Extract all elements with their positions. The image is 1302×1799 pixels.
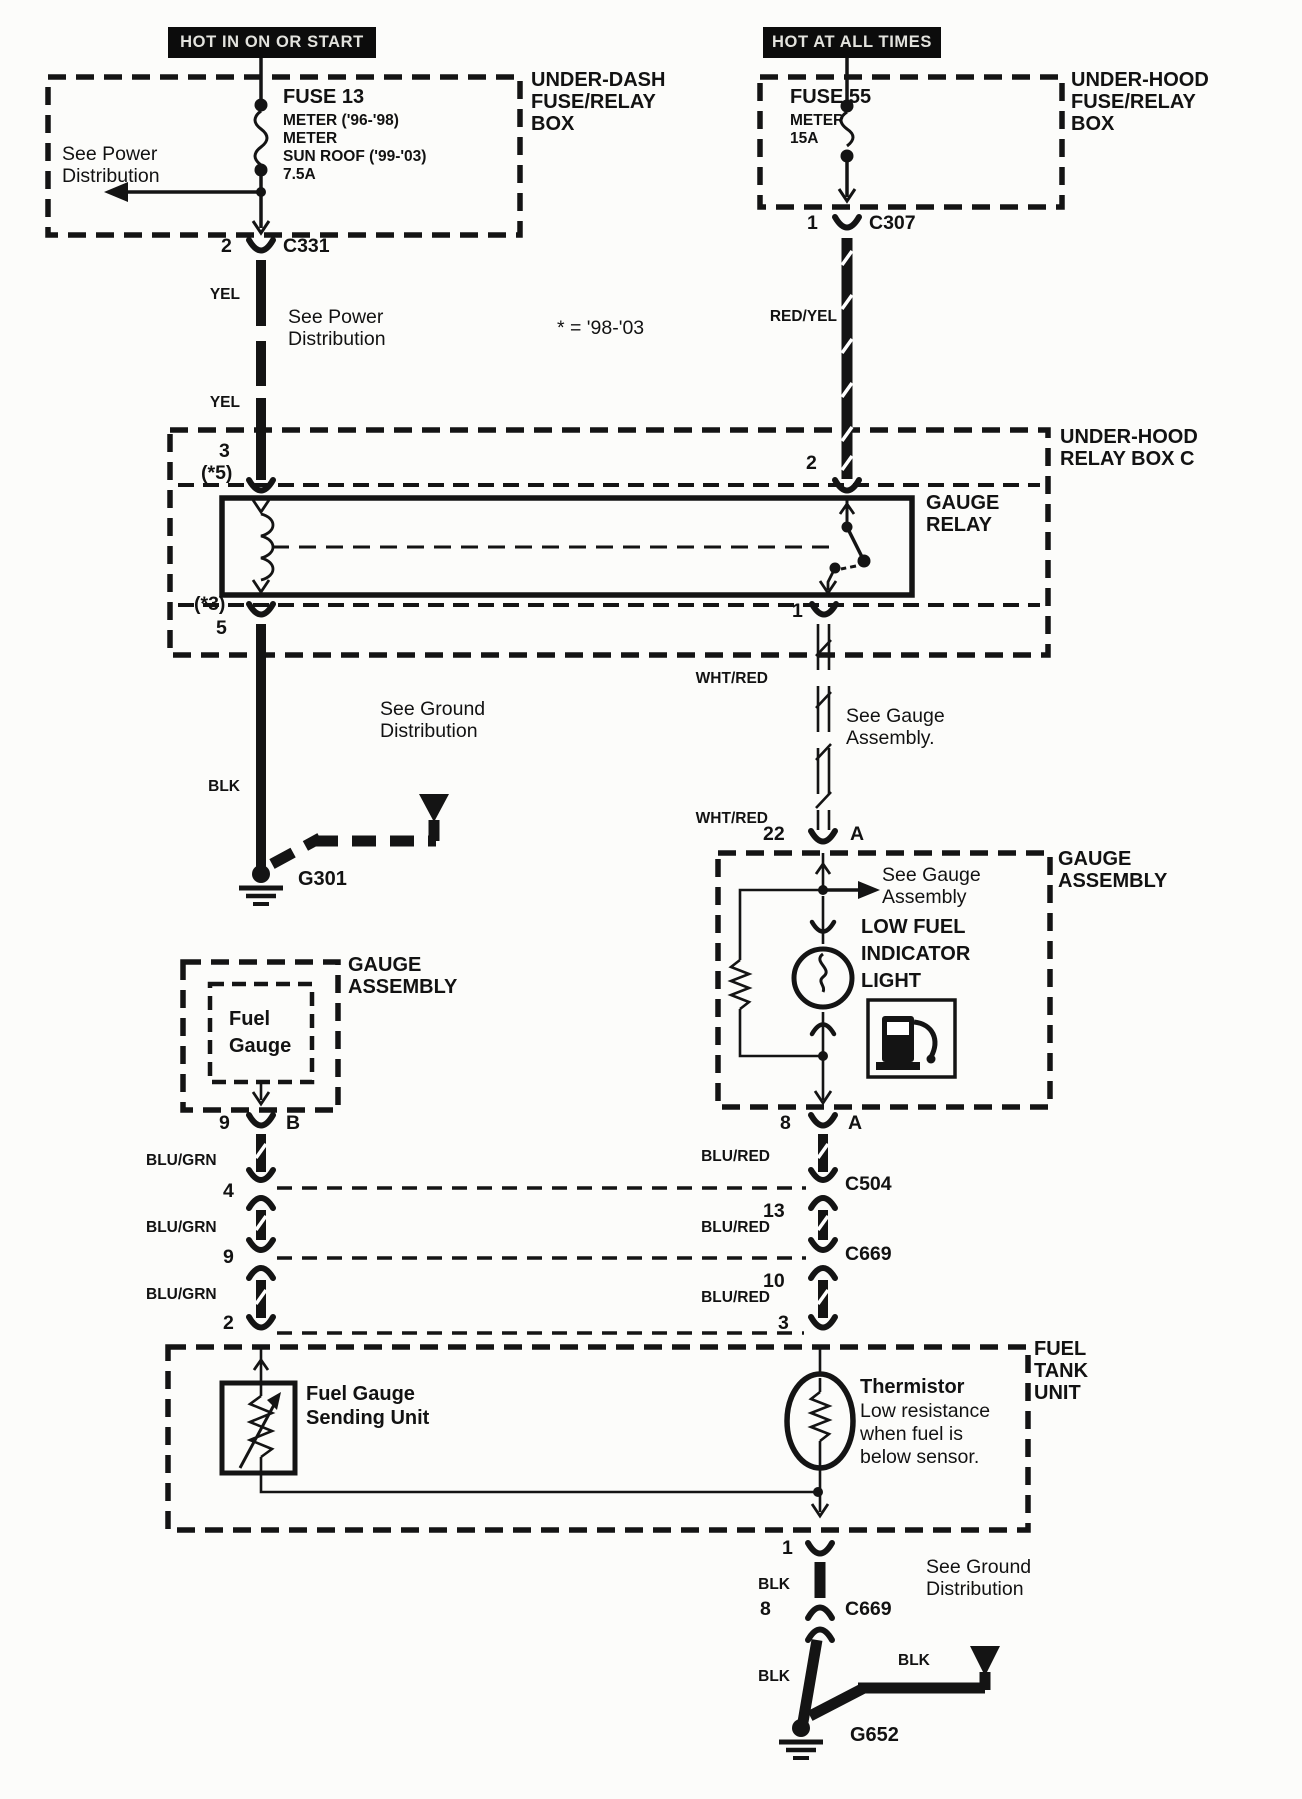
fuel-gauge-conn-pin: 9	[219, 1112, 230, 1134]
tank-pin-1: 1	[782, 1537, 793, 1559]
c307-pin: 1	[807, 212, 818, 234]
fuse55-name: FUSE 55	[790, 86, 872, 108]
ground-g301-label: G301	[298, 868, 347, 890]
blk-label-1: BLK	[758, 1576, 790, 1593]
c307-name: C307	[869, 212, 916, 234]
relay-pin-5: 5	[216, 617, 227, 639]
c669b-name: C669	[845, 1598, 892, 1620]
see-gauge-assembly-note-1: See Gauge Assembly.	[846, 705, 945, 749]
ground-g652-symbol	[779, 1719, 823, 1758]
wht-red-wire-label-1: WHT/RED	[695, 670, 768, 687]
thermistor-symbol	[787, 1347, 853, 1516]
fuse13-details: METER ('96-'98) METER SUN ROOF ('99-'03) 7.5A	[283, 112, 427, 183]
gauge-assembly-in-name: A	[850, 823, 865, 845]
wht-red-wire-label-2: WHT/RED	[695, 810, 768, 827]
wht-red-wire	[811, 604, 836, 842]
red-yel-wire	[842, 238, 852, 479]
c669-name: C669	[845, 1243, 892, 1265]
left-chain-pin-2: 2	[223, 1312, 234, 1334]
banner-hot-at-all-times: HOT AT ALL TIMES	[763, 27, 941, 58]
see-gauge-assembly-note-2: See Gauge Assembly	[882, 864, 981, 908]
thermistor-description: Low resistance when fuel is below sensor.	[860, 1400, 991, 1468]
blu-grn-label-1: BLU/GRN	[146, 1152, 217, 1169]
fuel-gauge-conn-name: B	[286, 1112, 301, 1134]
connector-c331-symbol	[249, 240, 273, 251]
c331-pin: 2	[221, 235, 232, 257]
low-fuel-indicator-light-label: LOW FUEL INDICATOR LIGHT	[861, 916, 971, 992]
relay-pin-3: 3	[219, 440, 230, 462]
gauge-relay-symbol	[222, 480, 912, 595]
sending-unit-label: Fuel Gauge Sending Unit	[306, 1383, 430, 1429]
left-chain-pin-4: 4	[223, 1180, 234, 1202]
relay-pin-2: 2	[806, 452, 817, 474]
ground-g652-label: G652	[850, 1724, 899, 1746]
ground-distribution-offpage-left	[272, 794, 449, 864]
gauge-assembly-left-label: GAUGE ASSEMBLY	[348, 954, 458, 998]
see-power-distribution-note-1: See Power Distribution	[62, 143, 160, 187]
yel-wire-label-2: YEL	[209, 394, 240, 411]
blu-red-label-1: BLU/RED	[701, 1148, 770, 1165]
c669b-pin: 8	[760, 1598, 771, 1620]
gauge-assembly-right-label: GAUGE ASSEMBLY	[1058, 848, 1168, 892]
blk-wire-label: BLK	[208, 778, 240, 795]
fuel-pump-icon	[868, 1000, 955, 1077]
blu-grn-wire-chain	[249, 1115, 273, 1328]
gauge-assembly-in-pin: 22	[763, 823, 785, 845]
gauge-relay-label: GAUGE RELAY	[926, 492, 1000, 536]
thermistor-title: Thermistor	[860, 1376, 965, 1398]
banner-hot-in-on-or-start: HOT IN ON OR START	[168, 27, 376, 58]
see-ground-distribution-note-2: See Ground Distribution	[926, 1556, 1032, 1600]
low-fuel-indicator-circuit	[731, 853, 880, 1103]
star-year-note: * = '98-'03	[557, 317, 645, 339]
left-chain-pin-9: 9	[223, 1246, 234, 1268]
c504-pin: 13	[763, 1200, 785, 1222]
gauge-assembly-out-name: A	[848, 1112, 863, 1134]
c331-name: C331	[283, 235, 330, 257]
connector-c307-symbol	[835, 217, 859, 228]
red-yel-wire-label: RED/YEL	[769, 308, 837, 325]
blk-wire-g301	[249, 604, 273, 868]
relay-pin-3-alt: (*5)	[201, 462, 233, 484]
connector-tie-lines	[277, 1188, 806, 1333]
see-ground-distribution-note-1: See Ground Distribution	[380, 698, 486, 742]
right-chain-pin-3: 3	[778, 1312, 789, 1334]
fuel-tank-unit-label: FUEL TANK UNIT	[1034, 1338, 1089, 1404]
under-dash-box-label: UNDER-DASH FUSE/RELAY BOX	[531, 69, 666, 135]
blk-wire-g652	[803, 1543, 832, 1722]
ground-g301-symbol	[239, 865, 283, 904]
fuel-gauge-exit-arrow	[253, 1082, 269, 1104]
under-hood-box-label: UNDER-HOOD FUSE/RELAY BOX	[1071, 69, 1209, 135]
c669-pin: 10	[763, 1270, 785, 1292]
under-hood-relay-box-c-outline	[170, 430, 1048, 655]
gauge-assembly-out-pin: 8	[780, 1112, 791, 1134]
blu-red-label-3: BLU/RED	[701, 1289, 770, 1306]
blk-label-2: BLK	[758, 1668, 790, 1685]
fuse13-name: FUSE 13	[283, 86, 365, 108]
blk-label-3: BLK	[898, 1652, 930, 1669]
relay-pin-5-alt: (*3)	[194, 593, 226, 615]
blu-red-wire-chain	[811, 1115, 835, 1328]
yel-wire-label-1: YEL	[209, 286, 240, 303]
fuel-gauge-label: Fuel Gauge	[229, 1008, 292, 1057]
blu-red-label-2: BLU/RED	[701, 1219, 770, 1236]
c504-name: C504	[845, 1173, 892, 1195]
see-power-distribution-note-2: See Power Distribution	[288, 306, 386, 350]
blu-grn-label-2: BLU/GRN	[146, 1219, 217, 1236]
fuse55-details: METER 15A	[790, 112, 845, 147]
fuse13-symbol	[255, 57, 268, 228]
relay-pin-1: 1	[792, 600, 803, 622]
blu-grn-label-3: BLU/GRN	[146, 1286, 217, 1303]
relay-box-c-label: UNDER-HOOD RELAY BOX C	[1060, 426, 1198, 470]
